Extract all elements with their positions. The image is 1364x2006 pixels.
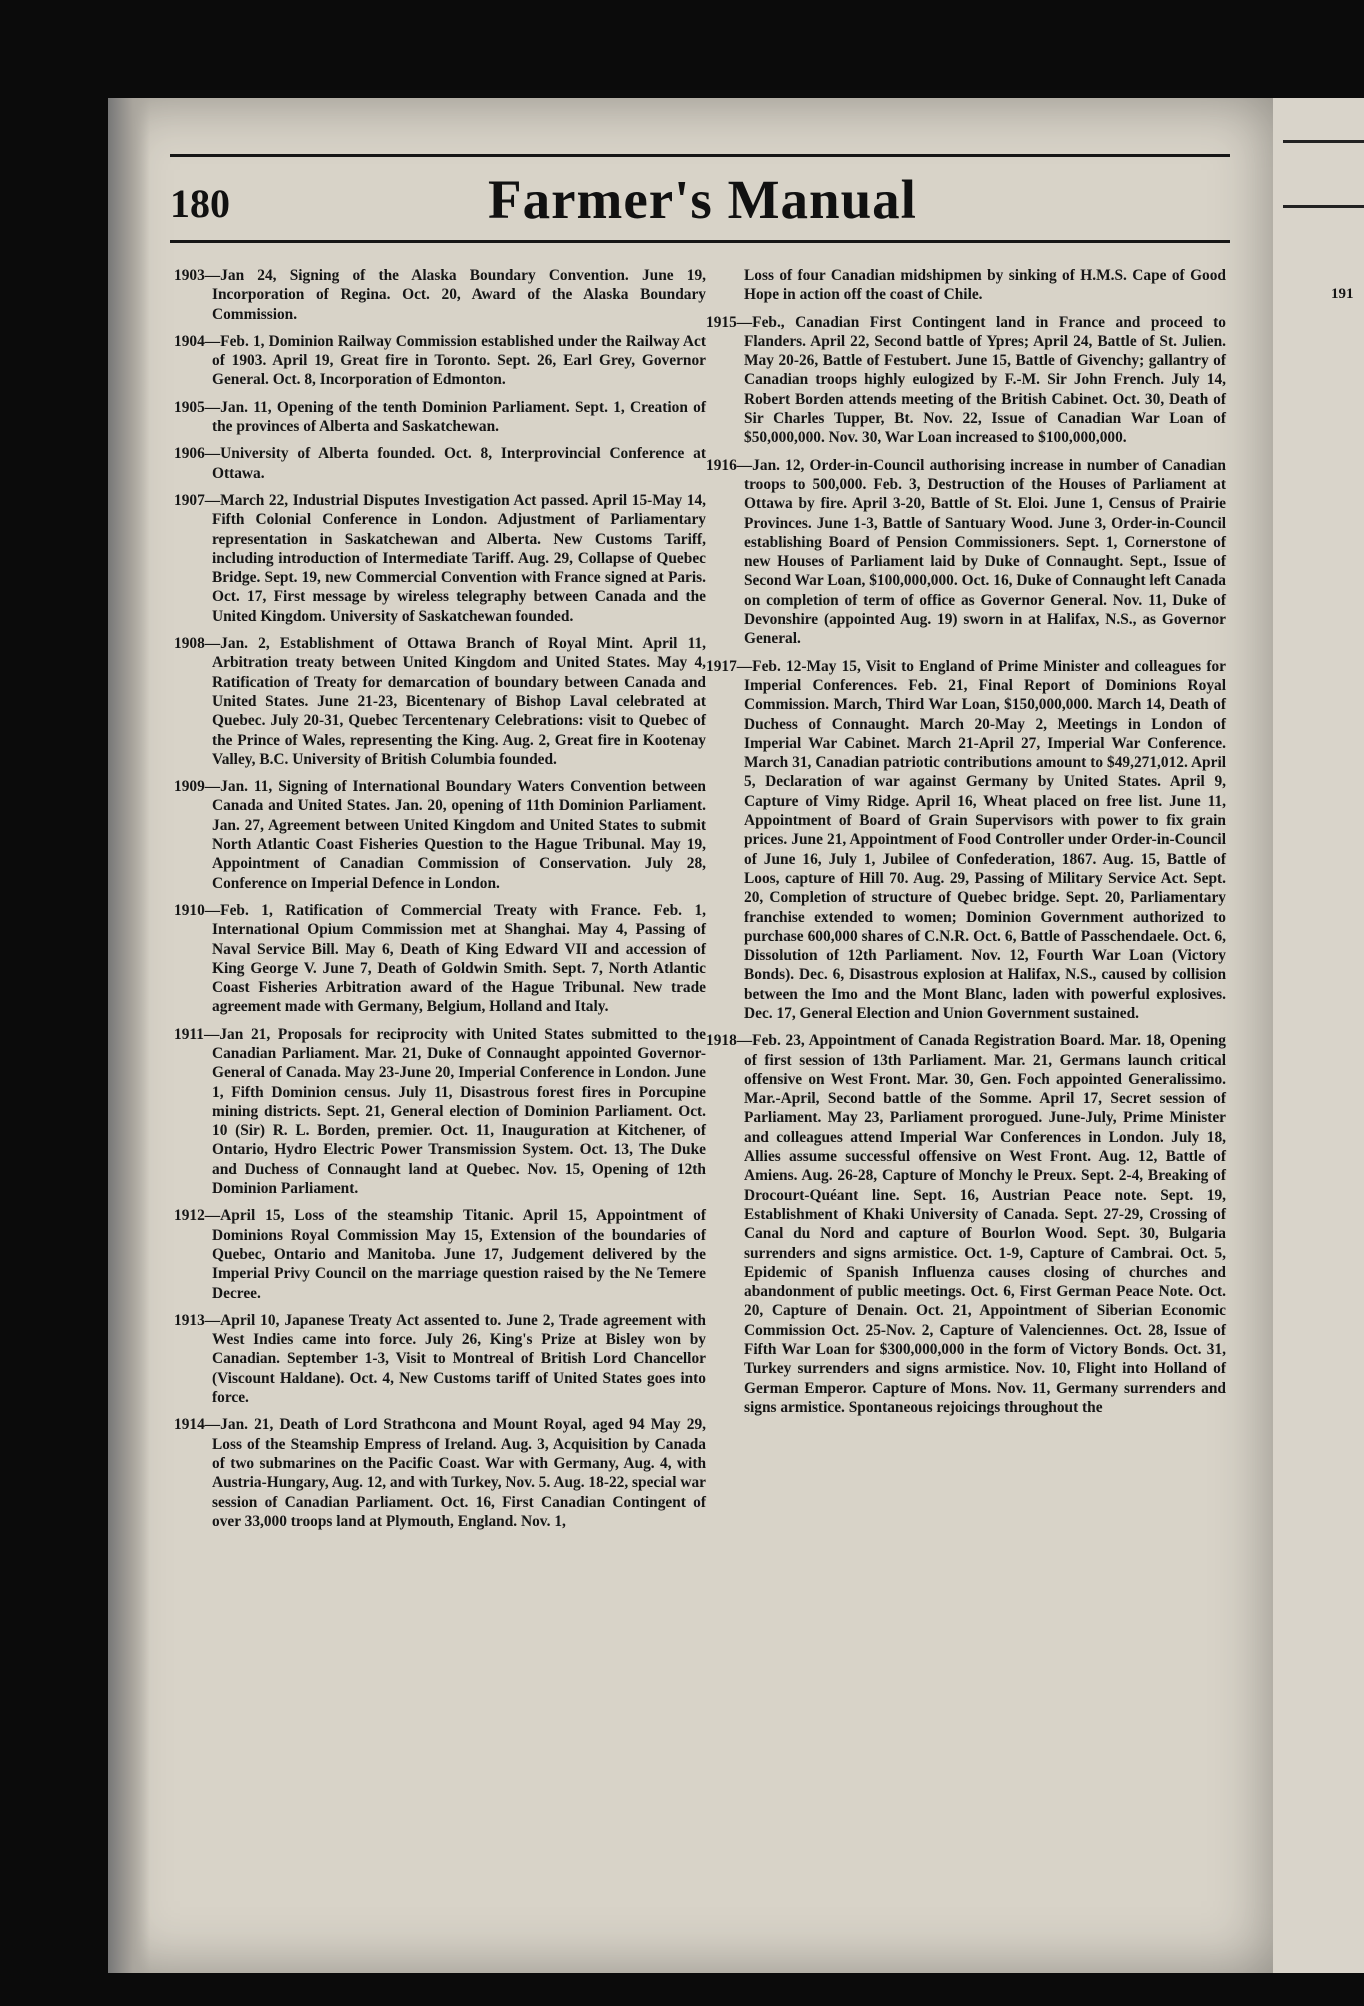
page-title: Farmer's Manual xyxy=(488,169,917,230)
entry-text: —Jan 24, Signing of the Alaska Boundary Convention. June 19, Incorporation of Regina. Oct. 20, Award of the Alaska Boundary Commission. xyxy=(204,267,706,323)
timeline-entry xyxy=(174,398,706,437)
entry-text: —April 10, Japanese Treaty Act assented to. June 2, Trade agreement with West Indies came into force. July 26, King's Prize at Bisley won by Canadian. September 1-3, Visit to Montreal of British Lord Chancellor (Viscount Haldane). Oct. 4, New Customs tariff of United States goes into force. xyxy=(204,1311,706,1407)
timeline-entry xyxy=(174,1415,706,1531)
entry-text: —Jan. 11, Signing of International Boundary Waters Convention between Canada and United States. Jan. 20, opening of 11th Dominion Parliament. Jan. 27, Agreement between United Kingdom and United States to submit North Atlantic Coast Fisheries Question to the Hague Tribunal. May 19, Appointment of Canadian Commission of Conservation. July 28, Conference on Imperial Defence in London. xyxy=(204,778,706,892)
timeline-entry xyxy=(706,1031,1226,1417)
entry-text: —University of Alberta founded. Oct. 8, Interprovincial Conference at Ottawa. xyxy=(204,445,706,482)
timeline-entry xyxy=(174,634,706,769)
adjacent-rule-bottom xyxy=(1283,205,1364,208)
entry-year: 1912 xyxy=(174,1207,205,1225)
entry-year: 1906 xyxy=(174,445,205,463)
timeline-entry xyxy=(174,1025,706,1199)
entry-year: 1917 xyxy=(706,657,737,675)
book-page xyxy=(108,98,1273,1973)
entry-text: —March 22, Industrial Disputes Investigation Act passed. April 15-May 14, Fifth Colonial Conference in London. Adjustment of Parliamentary representation in Saskatchewan and Alberta. New Customs Tariff, including introduction of Intermediate Tariff. Aug. 29, Collapse of Quebec Bridge. Sept. 19, new Commercial Convention with France signed at Paris. Oct. 17, First message by wireless telegraphy between Canada and the United Kingdom. University of Saskatchewan founded. xyxy=(204,491,706,625)
header-rule-bottom xyxy=(170,240,1230,243)
entry-year: 1905 xyxy=(174,398,205,416)
entry-text: —Jan. 21, Death of Lord Strathcona and Mount Royal, aged 94 May 29, Loss of the Steamship Empress of Ireland. Aug. 3, Acquisition by Canada of two submarines on the Pacific Coast. War with Germany, Aug. 4, with Austria-Hungary, Aug. 12, and with Turkey, Nov. 5. Aug. 18-22, special war session of Canadian Parliament. Oct. 16, First Canadian Contingent of over 33,000 troops land at Plymouth, England. Nov. 1, xyxy=(204,1416,706,1530)
timeline-entry xyxy=(174,332,706,390)
continued-text: Loss of four Canadian midshipmen by sinking of H.M.S. Cape of Good Hope in action off the coast of Chile. xyxy=(744,267,1226,304)
adjacent-page-year: 191 xyxy=(1331,286,1354,302)
entry-text: —Feb. 12-May 15, Visit to England of Prime Minister and colleagues for Imperial Conferences. Feb. 21, Final Report of Dominions Royal Commission. March, Third War Loan, $150,000,000. March 14, Death of Duchess of Connaught. March 20-May 2, Meetings in London of Imperial War Cabinet. March 21-April 27, Imperial War Conference. March 31, Canadian patriotic contributions amount to $49,271,012. April 5, Declaration of war against Germany by United States. April 9, Capture of Vimy Ridge. April 16, Wheat placed on free list. June 11, Appointment of Board of Grain Supervisors with power to fix grain prices. June 21, Appointment of Food Controller under Order-in-Council of June 16, July 1, Jubilee of Confederation, 1867. Aug. 15, Battle of Loos, capture of Hill 70. Aug. 29, Passing of Military Service Act. Sept. 20, Completion of structure of Quebec bridge. Sept. 20, Parliamentary franchise extended to women; Dominion Government authorized to purchase 600,000 shares of C.N.R. Oct. 6, Battle of Passchendaele. Oct. 6, Dissolution of 12th Parliament. Nov. 12, Fourth War Loan (Victory Bonds). Dec. 6, Disastrous explosion at Halifax, N.S., caused by collision between the Imo and the Mont Blanc, laden with powerful explosives. Dec. 17, General Election and Union Government sustained. xyxy=(736,657,1226,1022)
left-column xyxy=(174,266,706,1539)
entry-year: 1909 xyxy=(174,778,205,796)
entry-text: —Feb. 1, Ratification of Commercial Treaty with France. Feb. 1, International Opium Commission met at Shanghai. May 4, Passing of Naval Service Bill. May 6, Death of King Edward VII and accession of King George V. June 7, Death of Goldwin Smith. Sept. 7, North Atlantic Coast Fisheries Arbitration award of the Hague Tribunal. New trade agreement made with Germany, Belgium, Holland and Italy. xyxy=(204,901,706,1016)
entry-text: —Feb. 1, Dominion Railway Commission established under the Railway Act of 1903. April 19, Great fire in Toronto. Sept. 26, Earl Grey, Governor General. Oct. 8, Incorporation of Edmonton. xyxy=(204,332,706,389)
timeline-entry xyxy=(706,313,1226,448)
timeline-entry xyxy=(174,901,706,1017)
entry-year: 1907 xyxy=(174,491,205,509)
entry-year: 1904 xyxy=(174,332,205,350)
entry-year: 1915 xyxy=(706,313,737,331)
entry-year: 1910 xyxy=(174,901,205,919)
entry-text: —April 15, Loss of the steamship Titanic. April 15, Appointment of Dominions Royal Commission May 15, Extension of the boundaries of Quebec, Ontario and Manitoba. June 17, Judgement delivered by the Imperial Privy Council on the marriage question raised by the Ne Temere Decree. xyxy=(204,1207,706,1302)
entry-text: —Feb., Canadian First Contingent land in France and proceed to Flanders. April 22, Second battle of Ypres; April 24, Battle of St. Julien. May 20-26, Battle of Festubert. June 15, Battle of Givenchy; gallantry of Canadian troops highly eulogized by F.-M. Sir John French. July 14, Robert Borden attends meeting of the British Cabinet. Oct. 30, Death of Sir Charles Tupper, Bt. Nov. 22, Issue of Canadian War Loan of $50,000,000. Nov. 30, War Loan increased to $100,000,000. xyxy=(736,313,1226,447)
timeline-entry xyxy=(174,266,706,324)
entry-year: 1916 xyxy=(706,456,737,474)
entry-text: —Jan. 12, Order-in-Council authorising increase in number of Canadian troops to 500,000. Feb. 3, Destruction of the Houses of Parliament at Ottawa by fire. April 3-20, Battle of St. Eloi. June 1, Census of Prairie Provinces. June 1-3, Battle of Santuary Wood. June 3, Order-in-Council establishing Board of Pension Commissioners. Sept. 1, Cornerstone of new Houses of Parliament laid by Duke of Connaught. Sept., Issue of Second War Loan, $100,000,000. Oct. 16, Duke of Connaught left Canada on completion of term of office as Governor General. Nov. 11, Duke of Devonshire (appointed Aug. 19) sworn in at Halifax, N.S., as Governor General. xyxy=(736,456,1226,648)
entry-text: —Jan. 11, Opening of the tenth Dominion Parliament. Sept. 1, Creation of the provinces of Alberta and Saskatchewan. xyxy=(204,398,706,436)
entry-year: 1913 xyxy=(174,1311,205,1329)
entry-text: —Jan. 2, Establishment of Ottawa Branch of Royal Mint. April 11, Arbitration treaty between United Kingdom and United States. May 4, Ratification of Treaty for demarcation of boundary between Canada and United States. June 21-23, Bicentenary of Bishop Laval celebrated at Quebec. July 20-31, Quebec Tercentenary Celebrations: visit to Quebec of the Prince of Wales, representing the King. Aug. 2, Great fire in Kootenay Valley, B.C. University of British Columbia founded. xyxy=(204,635,706,768)
adjacent-page-edge xyxy=(1273,98,1364,1973)
adjacent-rule-top xyxy=(1283,140,1364,143)
header-rule-top xyxy=(170,154,1230,157)
entry-year: 1908 xyxy=(174,635,205,653)
right-column xyxy=(706,266,1226,1425)
timeline-entry xyxy=(706,456,1226,649)
entry-text: —Jan 21, Proposals for reciprocity with United States submitted to the Canadian Parliament. Mar. 21, Duke of Connaught appointed Governor-General of Canada. May 23-June 20, Imperial Conference in London. June 1, Fifth Dominion census. July 11, Disastrous forest fires in Porcupine mining districts. Sept. 21, General election of Dominion Parliament. Oct. 10 (Sir) R. L. Borden, premier. Oct. 11, Inauguration at Kitchener, of Ontario, Hydro Electric Power Transmission System. Oct. 13, The Duke and Duchess of Connaught land at Quebec. Nov. 15, Opening of 12th Dominion Parliament. xyxy=(203,1025,706,1198)
timeline-entry xyxy=(706,657,1226,1024)
page-number: 180 xyxy=(170,181,230,226)
entry-year: 1911 xyxy=(174,1025,204,1043)
timeline-entry xyxy=(174,491,706,626)
entry-year: 1914 xyxy=(174,1416,205,1434)
timeline-entry xyxy=(174,1206,706,1302)
entry-text: —Feb. 23, Appointment of Canada Registration Board. Mar. 18, Opening of first session of 13th Parliament. Mar. 21, Germans launch critical offensive on West Front. Mar. 30, Gen. Foch appointed Generalissimo. Mar.-April, Second battle of the Somme. April 17, Secret session of Parliament. May 23, Parliament prorogued. June-July, Prime Minister and colleagues attend Imperial War Conferences in London. July 18, Allies assume successful offensive on West Front. Aug. 12, Battle of Amiens. Aug. 26-28, Capture of Monchy le Preux. Sept. 2-4, Breaking of Drocourt-Quéant line. Sept. 16, Austrian Peace note. Sept. 19, Establishment of Khaki University of Canada. Sept. 27-29, Crossing of Canal du Nord and capture of Bourlon Wood. Sept. 30, Bulgaria surrenders and signs armistice. Oct. 1-9, Capture of Cambrai. Oct. 5, Epidemic of Spanish Influenza causes closing of churches and abandonment of public meetings. Oct. 6, First German Peace Note. Oct. 20, Capture of Denain. Oct. 21, Appointment of Siberian Economic Commission Oct. 25-Nov. 2, Capture of Valenciennes. Oct. 28, Issue of Fifth War Loan for $300,000,000 in the form of Victory Bonds. Oct. 31, Turkey surrenders and signs armistice. Nov. 10, Flight into Holland of German Emperor. Capture of Mons. Nov. 11, Germany surrenders and signs armistice. Spontaneous rejoicings throughout the xyxy=(736,1032,1226,1416)
timeline-entry xyxy=(174,444,706,483)
timeline-entry xyxy=(174,1311,706,1407)
entry-year: 1903 xyxy=(174,267,205,284)
timeline-entry xyxy=(174,777,706,893)
entry-year: 1918 xyxy=(706,1032,737,1050)
